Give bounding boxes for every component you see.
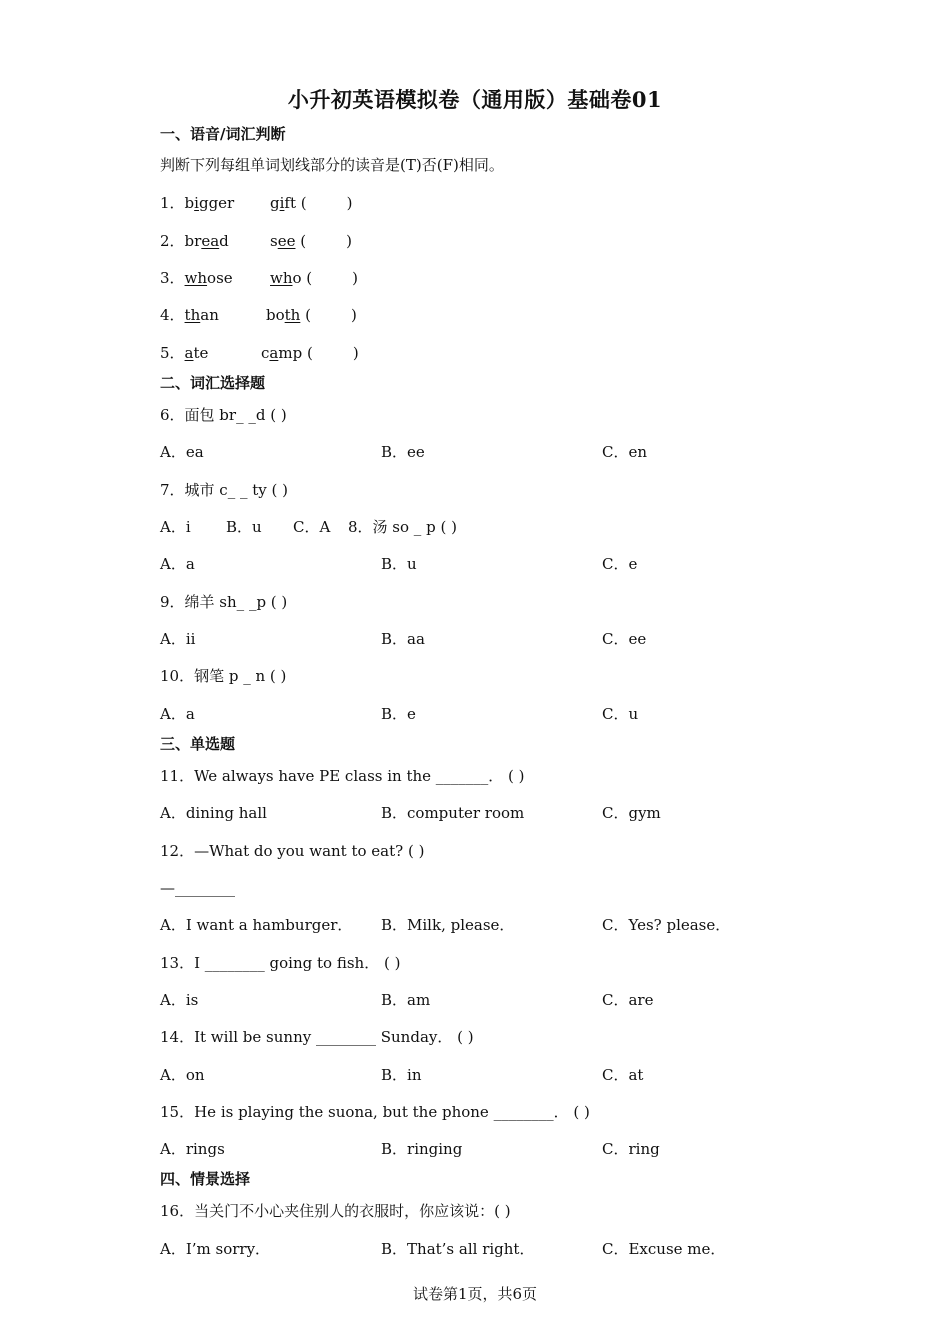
option-c[interactable]: C．ee: [602, 630, 647, 648]
question-number: 4．: [160, 306, 185, 324]
option-b[interactable]: B．computer room: [381, 804, 525, 822]
question-stem: 13．I ________ going to fish． ( ): [160, 954, 401, 972]
option-b[interactable]: B．aa: [381, 630, 425, 648]
question-stem: 7．城市 c_ _ ty ( ): [160, 481, 288, 499]
question-stem: 14．It will be sunny ________ Sunday． ( ): [160, 1028, 474, 1046]
question-number: 1．: [160, 194, 185, 212]
option-c[interactable]: C．ring: [602, 1140, 660, 1158]
answer-line: —________: [160, 879, 235, 897]
word-1: ate: [184, 344, 209, 362]
option-a[interactable]: A．i: [160, 518, 191, 536]
option-c[interactable]: C．Yes? please．: [602, 916, 731, 934]
word-2: camp ( ): [261, 344, 359, 362]
option-a[interactable]: A．a: [160, 705, 195, 723]
section-heading-3: 三、单选题: [160, 735, 236, 753]
page-footer: 试卷第1页，共6页: [412, 1285, 538, 1303]
question-stem: 10．钢笔 p _ n ( ): [160, 667, 287, 685]
option-b[interactable]: B．That’s all right．: [381, 1240, 535, 1258]
option-b[interactable]: B．u: [381, 555, 417, 573]
option-a[interactable]: A．on: [160, 1066, 205, 1084]
option-a[interactable]: A．rings: [160, 1140, 225, 1158]
word-2: gift ( ): [270, 194, 353, 212]
option-a[interactable]: A．I’m sorry．: [160, 1240, 271, 1258]
option-b[interactable]: B．ringing: [381, 1140, 463, 1158]
section-heading-4: 四、情景选择: [160, 1170, 251, 1188]
phonics-item: [160, 231, 352, 251]
option-a[interactable]: A．I want a hamburger．: [160, 916, 353, 934]
question-number: 3．: [160, 269, 185, 287]
question-stem: 15．He is playing the suona, but the phone ________． ( ): [160, 1103, 590, 1121]
section-instruction: 判断下列每组单词划线部分的读音是(T)否(F)相同。: [160, 156, 504, 174]
question-stem: 12．—What do you want to eat? ( ): [160, 842, 425, 860]
phonics-item: [160, 305, 357, 325]
question-stem: 11．We always have PE class in the _______． ( ): [160, 767, 525, 785]
option-a[interactable]: A．ea: [160, 443, 204, 461]
question-number: 5．: [160, 344, 185, 362]
option-a[interactable]: A．is: [160, 991, 199, 1009]
option-b[interactable]: B．e: [381, 705, 416, 723]
word-2: see ( ): [270, 232, 352, 250]
phonics-item: [160, 343, 359, 363]
option-b[interactable]: B．ee: [381, 443, 425, 461]
option-c[interactable]: C．en: [602, 443, 648, 461]
word-1: than: [184, 306, 219, 324]
option-a[interactable]: A．dining hall: [160, 804, 267, 822]
option-b[interactable]: B．in: [381, 1066, 422, 1084]
word-2: who ( ): [270, 269, 359, 287]
page-title: 小升初英语模拟卷（通用版）基础卷01: [287, 87, 663, 112]
section-heading-2: 二、词汇选择题: [160, 374, 266, 392]
option-b[interactable]: B．Milk, please．: [381, 916, 515, 934]
option-b[interactable]: B．u: [226, 518, 262, 536]
word-1: bigger: [184, 194, 235, 212]
question-stem: 8．汤 so _ p ( ): [348, 518, 457, 536]
option-a[interactable]: A．a: [160, 555, 195, 573]
option-c[interactable]: C．Excuse me．: [602, 1240, 726, 1258]
option-b[interactable]: B．am: [381, 991, 431, 1009]
question-stem: 16．当关门不小心夹住别人的衣服时，你应该说：( ): [160, 1202, 511, 1220]
question-number: 2．: [160, 232, 185, 250]
question-stem: 6．面包 br_ _d ( ): [160, 406, 287, 424]
option-c[interactable]: C．A: [293, 518, 331, 536]
option-c[interactable]: C．u: [602, 705, 639, 723]
question-stem: 9．绵羊 sh_ _p ( ): [160, 593, 288, 611]
word-1: whose: [184, 269, 233, 287]
option-c[interactable]: C．gym: [602, 804, 661, 822]
section-heading-1: 一、语音/词汇判断: [160, 125, 286, 143]
word-1: bread: [184, 232, 229, 250]
option-c[interactable]: C．are: [602, 991, 654, 1009]
phonics-item: [160, 193, 353, 213]
option-a[interactable]: A．ii: [160, 630, 196, 648]
option-c[interactable]: C．at: [602, 1066, 644, 1084]
word-2: both ( ): [266, 306, 357, 324]
option-c[interactable]: C．e: [602, 555, 638, 573]
phonics-item: [160, 268, 359, 288]
